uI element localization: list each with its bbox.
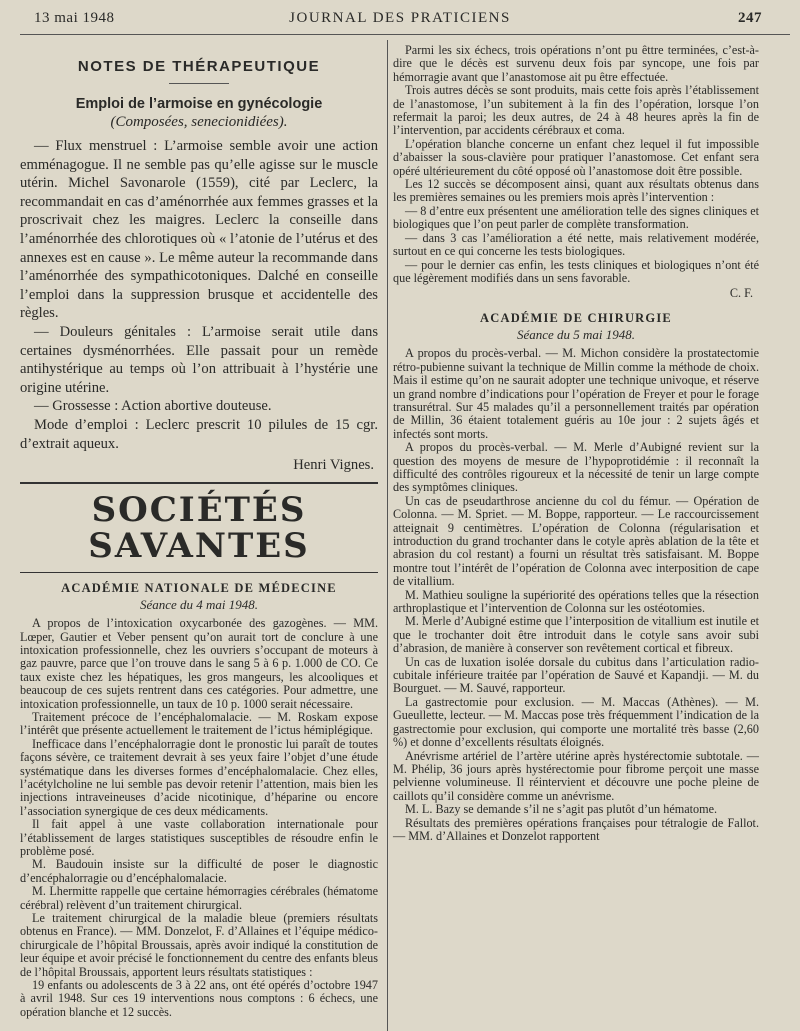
report-paragraph: Trois autres décès se sont produits, mais cette fois après l’établissement de l’anastomose, l’un subitement à la fin des l’opération, lorsque l’on refermait la paroi; les deux autres, de 24 à 48 heures après la fin de l’intervention, par accidents cérébraux et coma. <box>393 83 759 138</box>
academie-medecine-title: ACADÉMIE NATIONALE DE MÉDECINE <box>61 581 337 596</box>
page-number: 247 <box>738 10 762 26</box>
journal-title: JOURNAL DES PRATICIENS <box>289 10 511 26</box>
report-paragraph: L’opération blanche concerne un enfant chez lequel il fut impossible d’abaisser la sous-clavière pour pratiquer l’anastomose. Cet enfant sera opéré ultérieurement du côté opposé où l’anastomose doit être possible. <box>393 136 759 178</box>
section-rule <box>20 572 378 573</box>
article-subtitle: (Composées, senecionidiées). <box>110 114 288 130</box>
report-paragraph: Résultats des premières opérations françaises pour tétralogie de Fallot. — MM. d’Allaines et Donzelot rapportent <box>393 815 759 843</box>
report-paragraph: M. Mathieu souligne la supériorité des opérations telles que la résection arthroplastique et l’intervention de Colonna sur les ostéotomies. <box>393 587 759 616</box>
left-column <box>20 44 378 1019</box>
report-paragraph: M. L. Bazy se demande s’il ne s’agit pas plutôt d’un hématome. <box>405 802 718 817</box>
article-paragraph: — Douleurs génitales : L’armoise serait utile dans certaines dysménorrhées. Elle passait pour un remède antihystérique au temps où l’on attribuait à l’hystérie une origine utérine. <box>20 323 378 396</box>
author-initials: C. F. <box>729 286 753 301</box>
author-signature: Henri Vignes. <box>293 457 374 474</box>
header-date: 13 mai 1948 <box>34 10 115 26</box>
article-body <box>20 137 378 453</box>
report-paragraph: — 8 d’entre eux présentent une amélioration telle des signes cliniques et biologiques que l’on peut parler de complète transformation. <box>393 203 759 232</box>
report-paragraph: Anévrisme artériel de l’artère utérine après hystérectomie subtotale. — M. Phélip, 36 jours après hystérectomie pour fibrome perçoit une masse pelvienne volumineuse. Il réintervient et découvre une poche pleine de caillots qu’il considère comme un anévrisme. <box>393 748 759 803</box>
report-paragraph: Il fait appel à une vaste collaboration internationale pour l’établissement de larges statistiques susceptibles de résoudre enfin le problème posé. <box>20 817 378 858</box>
report-paragraph: 19 enfants ou adolescents de 3 à 22 ans, ont été opérés d’octobre 1947 à avril 1948. Sur ces 19 interventions nous comptons : 6 échecs, une opération blanche et 12 succès. <box>20 978 378 1019</box>
report-paragraph: A propos du procès-verbal. — M. Michon considère la prostatectomie rétro-pubienne suivant la technique de Millin comme la méthode de choix. Mais il estime qu’on ne saurait adopter une technique univoque, et réserve un grand nombre d’indications pour l’opération de Freyer et pour le forage transurétral. Sur 45 malades qu’il a personnellement traités par opération de Millin, 36 étaient totalement guéris au 10e jour : 2 sujets âgés et infectés sont morts. <box>393 346 759 441</box>
report-paragraph: Les 12 succès se décomposent ainsi, quant aux résultats obtenus dans les premières semaines ou les premiers mois après l’intervention : <box>393 177 759 205</box>
academie-chirurgie-title: ACADÉMIE DE CHIRURGIE <box>480 311 672 326</box>
report-paragraph: M. Merle d’Aubigné estime que l’interposition de vitallium est inutile et que le trochanter doit être introduit dans le cotyle sans avoir subi d’abrasion, de manière à conserver son revêtement cortical et fibreux. <box>393 614 759 656</box>
seance-chirurgie: Séance du 5 mai 1948. <box>516 327 636 343</box>
section-rule <box>20 482 378 484</box>
report-paragraph: Parmi les six échecs, trois opérations n’ont pu êttre terminées, c’est-à-dire que le décès est survenu deux fois par syncope, une fois par hémorragie avant que l’anastomose ait pu être effectuée. <box>393 43 759 84</box>
chirurgie-body <box>393 347 759 843</box>
report-paragraph: Inefficace dans l’encéphalorragie dont le pronostic lui paraît de toutes façons sévère, ce traitement devrait à ses yeux faire l’objet d’une étude systématique dans les diverses formes d’encéphalomalacie. Chez elles, l’acétylcholine ne lui semble pas devoir retenir l’attention, mais bien les injections intraveineuses d’acide nicotinique, d’héparine ou encore l’association synergique de ces deux médicaments. <box>20 736 378 818</box>
societes-title: SOCIÉTÉS SAVANTES <box>88 490 310 567</box>
report-paragraph: — dans 3 cas l’amélioration a été nette, mais relativement modérée, surtout en ce qui concerne les tests biologiques. <box>393 230 759 259</box>
report-paragraph: La gastrectomie pour exclusion. — M. Maccas (Athènes). — M. Gueullette, lecteur. — M. Maccas pose très fréquemment l’indication de la gastrectomie pour exclusion, qui comporte une mortalité très basse (2,60 %) et donne d’excellents résultats éloignés. <box>393 694 759 750</box>
header-rule <box>20 34 790 35</box>
report-paragraph: Traitement précoce de l’encéphalomalacie. — M. Roskam expose l’intérêt que présente actuellement le traitement de l’ictus hémiplégique. <box>20 709 378 738</box>
report-paragraph: Le traitement chirurgical de la maladie bleue (premiers résultats obtenus en France). — MM. Donzelot, F. d’Allaines et l’équipe médico-chirurgicale de l’hôpital Broussais, après avoir indiqué la constitution de leur équipe et avoir précisé le fonctionnement du centre des enfants bleus de l’hôpital Broussais, apportent leurs résultats statistiques : <box>20 911 378 979</box>
column-divider <box>387 40 388 1031</box>
notes-title: NOTES DE THÉRAPEUTIQUE <box>77 58 321 75</box>
article-title: Emploi de l’armoise en gynécologie <box>75 96 323 112</box>
report-paragraph: — pour le dernier cas enfin, les tests cliniques et biologiques n’ont été que légèrement modifiés dans un sens favorable. <box>393 257 759 285</box>
report-paragraph: Un cas de luxation isolée dorsale du cubitus dans l’articulation radio-cubitale inférieure traitée par l’opération de Sauvé et Kapandji. — M. du Bourguet. — M. Sauvé, rapporteur. <box>393 654 759 696</box>
article-paragraph: Mode d’emploi : Leclerc prescrit 10 pilules de 15 cgr. d’extrait aqueux. <box>20 416 378 452</box>
title-rule <box>169 83 229 84</box>
seance-medecine: Séance du 4 mai 1948. <box>139 597 259 613</box>
page-header <box>0 10 800 32</box>
report-paragraph: M. Lhermitte rappelle que certaine hémorragies cérébrales (hématome cérébral) relèvent d’un traitement chirurgical. <box>20 884 378 912</box>
report-paragraph: A propos du procès-verbal. — M. Merle d’Aubigné revient sur la question des moyens de mesure de l’hypoprotidémie : il reconnaît la difficulté des contrôles rigoureux et la nécessité de tenir un large compte des symptômes cliniques. <box>393 440 759 495</box>
continued-body <box>393 44 759 301</box>
article-paragraph: — Grossesse : Action abortive douteuse. <box>34 398 272 415</box>
right-column <box>393 44 759 843</box>
report-paragraph: A propos de l’intoxication oxycarbonée des gazogènes. — MM. Lœper, Gautier et Veber pensent qu’on aurait tort de conclure à une intoxication professionnelle, chez les ouvriers s’occupant de moteurs à gaz pauvre, parce que l’on trouve dans le sang 5 à 6 p. 1.000 de CO. Ce taux existe chez les hépatiques, les gros mangeurs, les alcooliques et beaucoup de ces sujets rentrent dans ces catégories. Pour admettre, une intoxication professionnelle, un taux de 10 p. 1000 serait nécessaire. <box>20 616 378 711</box>
article-paragraph: — Flux menstruel : L’armoise semble avoir une action emménagogue. Il ne semble pas qu’elle agisse sur le muscle utérin. Michel Savonarole (1559), cité par Leclerc, la recommandait en cas d’aménorrhée aux femmes grasses et la proscrivait chez les maigres. Leclerc la conseille dans l’aménorrhée des chlorotiques où « l’atonie de l’utérus et des annexes est en cause ». Le même auteur la recommande dans l’aménorrhée des sympathicotoniques. Dalché en conseille l’emploi dans la suppression brusque et accidentelle des règles. <box>20 138 378 322</box>
report-paragraph: Un cas de pseudarthrose ancienne du col du fémur. — Opération de Colonna. — M. Spriet. — M. Boppe, rapporteur. — Le raccourcissement atteignait 9 centimètres. L’opération de Colonna (régularisation et introduction du grand trochanter dans le cotyle après ablation de la tête et abrasion du col restant) a fourni un résultat très satisfaisant. M. Boppe montre tout l’intérêt de l’opération de Colonna avec interposition de cape de vitallium. <box>393 493 759 589</box>
report-paragraph: M. Baudouin insiste sur la difficulté de poser le diagnostic d’encéphalorragie ou d’encéphalomalacie. <box>20 857 378 885</box>
medecine-body <box>20 617 378 1019</box>
